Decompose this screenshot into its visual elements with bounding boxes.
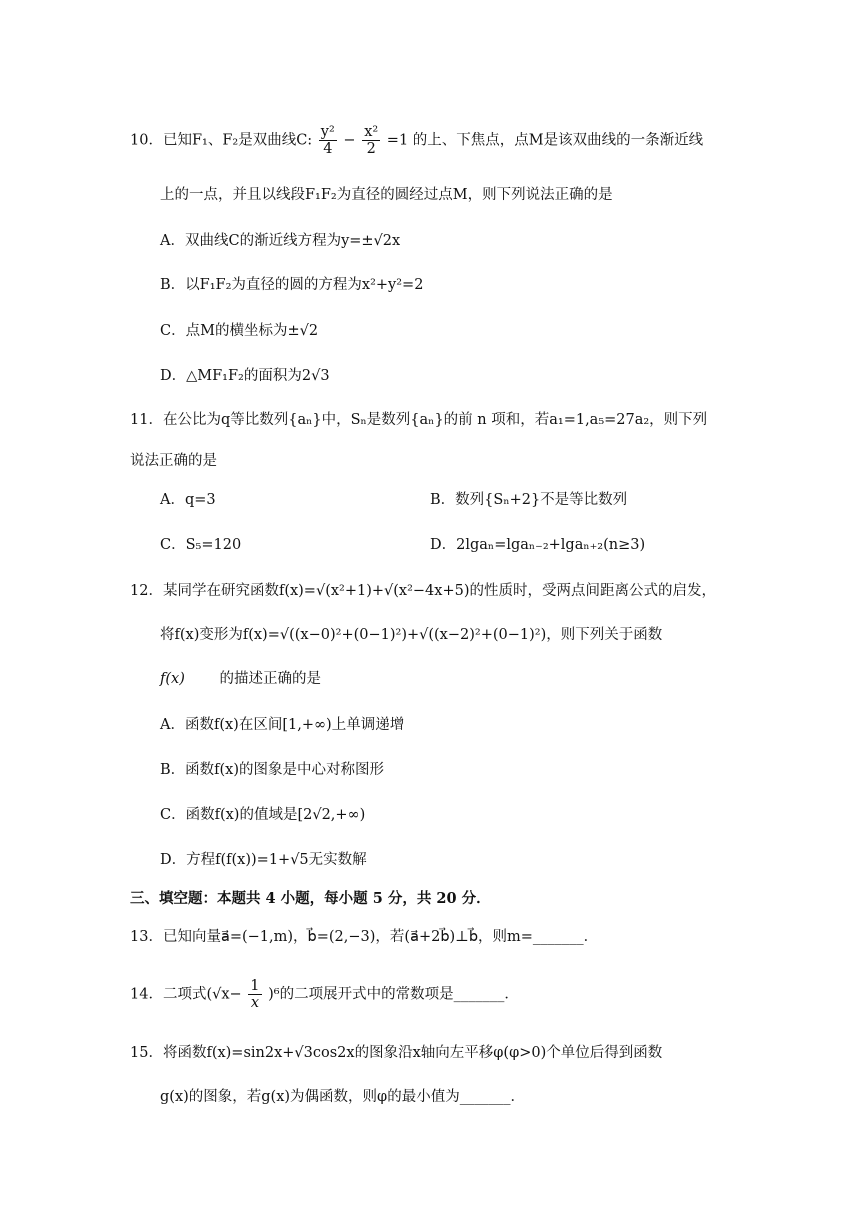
q11-line2: 说法正确的是: [130, 453, 217, 469]
q14-prefix: 14．二项式(√x−: [130, 986, 242, 1003]
q10-line2: 上的一点，并且以线段F₁F₂为直径的圆经过点M，则下列说法正确的是: [160, 187, 613, 203]
q15-line2: g(x)的图象，若g(x)为偶函数，则φ的最小值为_______．: [160, 1089, 525, 1105]
q10-frac1-num: y²: [320, 124, 335, 140]
q10-frac2-num: x²: [364, 124, 379, 140]
q12-line2: 将f(x)变形为f(x)=√((x−0)²+(0−1)²)+√((x−2)²+(0−1)²)，则下列关于函数: [160, 627, 663, 643]
q10-option-d: D．△MF₁F₂的面积为2√3: [160, 368, 330, 384]
q14-frac-num: 1: [250, 978, 260, 994]
q12-option-a: A．函数f(x)在区间[1,+∞)上单调递增: [160, 717, 405, 733]
q12-option-b: B．函数f(x)的图象是中心对称图形: [160, 762, 385, 778]
q14-line: [130, 978, 519, 1011]
q12-option-c: C．函数f(x)的值域是[2√2,+∞): [160, 807, 366, 823]
q11-option-c: C．S₅=120: [160, 537, 242, 553]
q11-line1: 11．在公比为q等比数列{aₙ}中，Sₙ是数列{aₙ}的前 n 项和，若a₁=1,a₅=27a₂，则下列: [130, 412, 708, 428]
q14-suffix: )⁶的二项展开式中的常数项是_______．: [268, 986, 519, 1003]
q10-stem-suffix: 的上、下焦点，点M是该双曲线的一条渐近线: [412, 132, 704, 149]
section3-heading: 三、填空题：本题共 4 小题，每小题 5 分，共 20 分．: [130, 890, 491, 907]
q12-line3-text: 的描述正确的是: [219, 671, 321, 687]
q14-fraction: [248, 978, 261, 1011]
q12-function-fx: f(x): [160, 671, 185, 687]
q10-rhs: =1: [386, 132, 409, 149]
q12-line3: [160, 664, 321, 694]
q12-line1: 12．某同学在研究函数f(x)=√(x²+1)+√(x²−4x+5)的性质时，受两点间距离公式的启发，: [130, 583, 716, 599]
q10-fraction-y: [319, 124, 337, 157]
q11-option-d: D．2lgaₙ=lgaₙ₋₂+lgaₙ₊₂(n≥3): [430, 537, 646, 553]
q10-frac2-den: 2: [366, 141, 376, 157]
q12-option-d: D．方程f(f(x))=1+√5无实数解: [160, 852, 367, 868]
q13-line: 13．已知向量a⃗=(−1,m)，b⃗=(2,−3)，若(a⃗+2b⃗)⊥b⃗，则m=_______．: [130, 929, 599, 945]
q10-stem-prefix: 10．已知F₁、F₂是双曲线C:: [130, 132, 313, 149]
q10-option-b: B．以F₁F₂为直径的圆的方程为x²+y²=2: [160, 277, 424, 293]
q14-frac-den: x: [250, 995, 259, 1011]
q10-line1: [130, 124, 703, 157]
q15-line1: 15．将函数f(x)=sin2x+√3cos2x的图象沿x轴向左平移φ(φ>0)个单位后得到函数: [130, 1045, 663, 1061]
q11-option-b: B．数列{Sₙ+2}不是等比数列: [430, 492, 628, 508]
q10-fraction-x: [362, 124, 380, 157]
q10-frac1-den: 4: [323, 141, 333, 157]
q11-option-a: A．q=3: [160, 492, 216, 508]
q10-option-c: C．点M的横坐标为±√2: [160, 323, 319, 339]
q10-minus: −: [343, 132, 356, 149]
q10-option-a: A．双曲线C的渐近线方程为y=±√2x: [160, 233, 401, 249]
